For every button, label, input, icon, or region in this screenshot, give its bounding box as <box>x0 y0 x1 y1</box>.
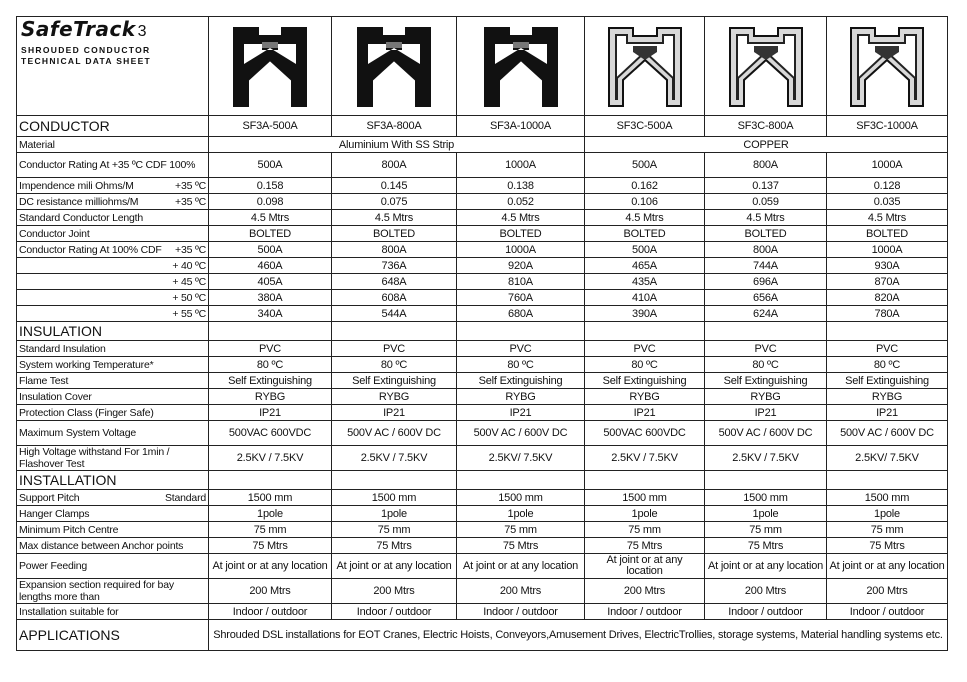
table-cell: 0.075 <box>332 194 457 210</box>
row-label: Standard Insulation <box>17 341 209 357</box>
empty-cell <box>827 322 948 341</box>
table-cell: 648A <box>332 274 457 290</box>
table-cell: Self Extinguishing <box>585 373 705 389</box>
table-cell: 0.162 <box>585 178 705 194</box>
table-cell: 1500 mm <box>332 490 457 506</box>
model-label: SF3A-500A <box>209 116 332 137</box>
row-label-condition: Standard <box>164 491 206 504</box>
row-label <box>17 290 209 306</box>
table-cell: 340A <box>209 306 332 322</box>
table-cell: Self Extinguishing <box>332 373 457 389</box>
table-cell: 500A <box>209 153 332 178</box>
table-cell: RYBG <box>705 389 827 405</box>
table-row <box>17 258 948 274</box>
profile-image-cell <box>585 17 705 116</box>
table-row <box>17 538 948 554</box>
table-cell: At joint or at any location <box>585 554 705 579</box>
table-cell: 75 mm <box>827 522 948 538</box>
table-cell: 465A <box>585 258 705 274</box>
table-cell: 80 ºC <box>827 357 948 373</box>
table-row <box>17 522 948 538</box>
table-cell: 2.5KV/ 7.5KV <box>827 446 948 471</box>
table-row <box>17 341 948 357</box>
table-cell: 920A <box>457 258 585 274</box>
table-cell: 460A <box>209 258 332 274</box>
table-cell: PVC <box>332 341 457 357</box>
table-cell: 608A <box>332 290 457 306</box>
table-cell: 500VAC 600VDC <box>585 421 705 446</box>
header-row <box>17 17 948 116</box>
row-label: Insulation Cover <box>17 389 209 405</box>
table-row <box>17 579 948 604</box>
brand-cell <box>17 17 209 116</box>
table-cell: 800A <box>705 242 827 258</box>
table-cell: 1pole <box>827 506 948 522</box>
table-row <box>17 242 948 258</box>
profile-image-cell <box>457 17 585 116</box>
section-insulation: INSULATION <box>17 322 209 341</box>
row-label: Power Feeding <box>17 554 209 579</box>
table-row <box>17 446 948 471</box>
table-cell: 75 Mtrs <box>585 538 705 554</box>
table-row <box>17 389 948 405</box>
table-cell: 75 mm <box>209 522 332 538</box>
table-cell: 80 ºC <box>457 357 585 373</box>
empty-cell <box>332 322 457 341</box>
empty-cell <box>457 471 585 490</box>
table-cell: RYBG <box>332 389 457 405</box>
table-cell: 0.137 <box>705 178 827 194</box>
table-cell: IP21 <box>827 405 948 421</box>
table-cell: 544A <box>332 306 457 322</box>
model-label: SF3A-1000A <box>457 116 585 137</box>
row-label-condition: + 40 ºC <box>172 259 206 272</box>
row-label: Expansion section required for bay lengths more than <box>17 579 209 604</box>
row-label: Maximum System Voltage <box>17 421 209 446</box>
table-cell: At joint or at any location <box>827 554 948 579</box>
table-cell: 200 Mtrs <box>827 579 948 604</box>
table-cell: 200 Mtrs <box>209 579 332 604</box>
empty-cell <box>705 322 827 341</box>
table-cell: 800A <box>332 242 457 258</box>
table-cell: 1pole <box>585 506 705 522</box>
table-cell: 1500 mm <box>705 490 827 506</box>
section-header-row <box>17 322 948 341</box>
material-aluminium: Aluminium With SS Strip <box>209 137 585 153</box>
row-label: Max distance between Anchor points <box>17 538 209 554</box>
table-cell: 1pole <box>705 506 827 522</box>
row-label <box>17 178 209 194</box>
table-cell: 4.5 Mtrs <box>457 210 585 226</box>
table-cell: 1000A <box>827 153 948 178</box>
table-cell: 4.5 Mtrs <box>705 210 827 226</box>
row-label-condition: + 45 ºC <box>172 275 206 288</box>
table-cell: 80 ºC <box>585 357 705 373</box>
row-label-condition: + 50 ºC <box>172 291 206 304</box>
table-cell: 820A <box>827 290 948 306</box>
table-cell: 380A <box>209 290 332 306</box>
table-cell: At joint or at any location <box>457 554 585 579</box>
table-cell: IP21 <box>457 405 585 421</box>
table-cell: BOLTED <box>457 226 585 242</box>
table-cell: BOLTED <box>585 226 705 242</box>
table-cell: 75 Mtrs <box>827 538 948 554</box>
table-cell: 80 ºC <box>209 357 332 373</box>
table-cell: 4.5 Mtrs <box>585 210 705 226</box>
row-label: Material <box>17 137 209 153</box>
section-installation: INSTALLATION <box>17 471 209 490</box>
table-cell: 200 Mtrs <box>705 579 827 604</box>
table-cell: Self Extinguishing <box>705 373 827 389</box>
empty-cell <box>209 471 332 490</box>
row-label-condition: +35 ºC <box>175 179 206 192</box>
material-row <box>17 137 948 153</box>
table-cell: 0.059 <box>705 194 827 210</box>
table-cell: 1pole <box>332 506 457 522</box>
table-cell: 1500 mm <box>209 490 332 506</box>
data-table <box>16 16 948 651</box>
table-cell: 2.5KV / 7.5KV <box>585 446 705 471</box>
row-label <box>17 242 209 258</box>
row-label: Installation suitable for <box>17 604 209 620</box>
table-cell: 656A <box>705 290 827 306</box>
table-cell: 75 Mtrs <box>332 538 457 554</box>
model-label: SF3C-1000A <box>827 116 948 137</box>
table-cell: BOLTED <box>209 226 332 242</box>
empty-cell <box>457 322 585 341</box>
technical-data-sheet <box>16 16 948 651</box>
empty-cell <box>585 471 705 490</box>
model-label: SF3C-800A <box>705 116 827 137</box>
h-rail-aluminium-profile-icon <box>332 20 456 112</box>
table-cell: 75 mm <box>457 522 585 538</box>
table-row <box>17 274 948 290</box>
table-cell: 2.5KV / 7.5KV <box>332 446 457 471</box>
table-cell: 500VAC 600VDC <box>209 421 332 446</box>
table-cell: 0.106 <box>585 194 705 210</box>
section-header-row <box>17 471 948 490</box>
table-cell: 1500 mm <box>827 490 948 506</box>
h-rail-copper-profile-icon <box>585 20 704 112</box>
section-applications: APPLICATIONS <box>17 620 209 651</box>
table-row <box>17 194 948 210</box>
table-cell: PVC <box>705 341 827 357</box>
row-label-text: Impendence mili Ohms/M <box>19 179 134 192</box>
table-cell: 1000A <box>457 153 585 178</box>
section-conductor: CONDUCTOR <box>17 116 209 137</box>
table-cell: Self Extinguishing <box>827 373 948 389</box>
table-cell: 2.5KV/ 7.5KV <box>457 446 585 471</box>
table-cell: 75 Mtrs <box>705 538 827 554</box>
table-cell: 500V AC / 600V DC <box>705 421 827 446</box>
applications-row <box>17 620 948 651</box>
table-cell: 75 Mtrs <box>457 538 585 554</box>
h-rail-copper-profile-icon <box>705 20 826 112</box>
table-cell: 4.5 Mtrs <box>209 210 332 226</box>
table-cell: IP21 <box>705 405 827 421</box>
row-label-text: Conductor Rating At 100% CDF <box>19 243 162 256</box>
table-cell: 744A <box>705 258 827 274</box>
table-cell: 780A <box>827 306 948 322</box>
table-row <box>17 604 948 620</box>
applications-text: Shrouded DSL installations for EOT Cranes, Electric Hoists, Conveyors,Amusement Drives, ElectricTrollies, storage systems, Material handling systems etc. <box>209 620 948 651</box>
table-cell: 200 Mtrs <box>585 579 705 604</box>
table-row <box>17 306 948 322</box>
table-cell: 696A <box>705 274 827 290</box>
row-label: Protection Class (Finger Safe) <box>17 405 209 421</box>
row-label: Hanger Clamps <box>17 506 209 522</box>
row-label: High Voltage withstand For 1min / Flashover Test <box>17 446 209 471</box>
table-cell: 1pole <box>457 506 585 522</box>
table-cell: 500A <box>209 242 332 258</box>
row-label-text: Support Pitch <box>19 491 80 504</box>
table-cell: 930A <box>827 258 948 274</box>
table-cell: 500V AC / 600V DC <box>457 421 585 446</box>
row-label-condition: + 55 ºC <box>172 307 206 320</box>
table-cell: 2.5KV / 7.5KV <box>209 446 332 471</box>
empty-cell <box>332 471 457 490</box>
table-row <box>17 178 948 194</box>
table-cell: Indoor / outdoor <box>332 604 457 620</box>
table-cell: 4.5 Mtrs <box>827 210 948 226</box>
brand-logo: SafeTrack <box>21 17 136 41</box>
empty-cell <box>585 322 705 341</box>
table-cell: Indoor / outdoor <box>457 604 585 620</box>
row-label <box>17 194 209 210</box>
table-cell: 1000A <box>827 242 948 258</box>
table-cell: 500V AC / 600V DC <box>332 421 457 446</box>
profile-image-cell <box>332 17 457 116</box>
table-cell: 500V AC / 600V DC <box>827 421 948 446</box>
brand-subtitle: SHROUDED CONDUCTOR TECHNICAL DATA SHEET <box>21 45 152 66</box>
conductor-model-row <box>17 116 948 137</box>
table-cell: RYBG <box>585 389 705 405</box>
table-cell: 4.5 Mtrs <box>332 210 457 226</box>
profile-image-cell <box>827 17 948 116</box>
row-label <box>17 258 209 274</box>
table-cell: 200 Mtrs <box>457 579 585 604</box>
table-row <box>17 290 948 306</box>
table-cell: 0.145 <box>332 178 457 194</box>
row-label: Flame Test <box>17 373 209 389</box>
table-cell: 200 Mtrs <box>332 579 457 604</box>
table-cell: PVC <box>827 341 948 357</box>
empty-cell <box>827 471 948 490</box>
table-cell: 1500 mm <box>457 490 585 506</box>
table-cell: 500A <box>585 153 705 178</box>
table-cell: Self Extinguishing <box>457 373 585 389</box>
table-cell: 760A <box>457 290 585 306</box>
table-cell: 0.098 <box>209 194 332 210</box>
row-label-text: DC resistance milliohms/M <box>19 195 139 208</box>
row-label: Standard Conductor Length <box>17 210 209 226</box>
table-cell: Self Extinguishing <box>209 373 332 389</box>
table-row <box>17 490 948 506</box>
table-cell: Indoor / outdoor <box>209 604 332 620</box>
brand-block <box>17 17 208 67</box>
model-label: SF3A-800A <box>332 116 457 137</box>
table-row <box>17 373 948 389</box>
table-row <box>17 210 948 226</box>
table-cell: Indoor / outdoor <box>705 604 827 620</box>
table-cell: IP21 <box>332 405 457 421</box>
table-cell: BOLTED <box>827 226 948 242</box>
table-cell: PVC <box>209 341 332 357</box>
table-cell: 0.035 <box>827 194 948 210</box>
table-cell: PVC <box>585 341 705 357</box>
table-row <box>17 153 948 178</box>
row-label-condition: +35 ºC <box>175 243 206 256</box>
brand-number: 3 <box>137 23 147 40</box>
table-cell: 736A <box>332 258 457 274</box>
table-cell: 624A <box>705 306 827 322</box>
empty-cell <box>705 471 827 490</box>
row-label-condition: +35 ºC <box>175 195 206 208</box>
row-label <box>17 490 209 506</box>
table-cell: 80 ºC <box>705 357 827 373</box>
table-cell: 810A <box>457 274 585 290</box>
h-rail-aluminium-profile-icon <box>457 20 584 112</box>
model-label: SF3C-500A <box>585 116 705 137</box>
table-cell: 800A <box>332 153 457 178</box>
row-label: Conductor Rating At +35 ºC CDF 100% <box>17 153 209 178</box>
table-cell: 410A <box>585 290 705 306</box>
table-row <box>17 405 948 421</box>
table-cell: PVC <box>457 341 585 357</box>
table-cell: 1pole <box>209 506 332 522</box>
table-cell: 1500 mm <box>585 490 705 506</box>
table-cell: 75 mm <box>332 522 457 538</box>
table-cell: At joint or at any location <box>705 554 827 579</box>
table-cell: 2.5KV / 7.5KV <box>705 446 827 471</box>
table-cell: 0.052 <box>457 194 585 210</box>
table-cell: BOLTED <box>332 226 457 242</box>
profile-image-cell <box>705 17 827 116</box>
table-cell: IP21 <box>585 405 705 421</box>
table-cell: 680A <box>457 306 585 322</box>
table-cell: RYBG <box>827 389 948 405</box>
table-row <box>17 506 948 522</box>
h-rail-copper-profile-icon <box>827 20 947 112</box>
table-cell: Indoor / outdoor <box>585 604 705 620</box>
table-cell: BOLTED <box>705 226 827 242</box>
table-cell: 0.158 <box>209 178 332 194</box>
table-cell: 0.138 <box>457 178 585 194</box>
row-label: Conductor Joint <box>17 226 209 242</box>
h-rail-aluminium-profile-icon <box>209 20 331 112</box>
row-label <box>17 306 209 322</box>
table-cell: 75 mm <box>585 522 705 538</box>
table-cell: RYBG <box>457 389 585 405</box>
table-cell: 0.128 <box>827 178 948 194</box>
table-row <box>17 554 948 579</box>
table-cell: 500A <box>585 242 705 258</box>
table-cell: Indoor / outdoor <box>827 604 948 620</box>
material-copper: COPPER <box>585 137 948 153</box>
table-cell: 75 Mtrs <box>209 538 332 554</box>
table-cell: 390A <box>585 306 705 322</box>
table-cell: 435A <box>585 274 705 290</box>
table-cell: 1000A <box>457 242 585 258</box>
profile-image-cell <box>209 17 332 116</box>
table-cell: 870A <box>827 274 948 290</box>
table-row <box>17 421 948 446</box>
table-row <box>17 357 948 373</box>
table-cell: At joint or at any location <box>209 554 332 579</box>
table-cell: 800A <box>705 153 827 178</box>
row-label <box>17 274 209 290</box>
row-label: Minimum Pitch Centre <box>17 522 209 538</box>
table-row <box>17 226 948 242</box>
table-cell: 405A <box>209 274 332 290</box>
table-cell: IP21 <box>209 405 332 421</box>
empty-cell <box>209 322 332 341</box>
table-cell: At joint or at any location <box>332 554 457 579</box>
row-label: System working Temperature* <box>17 357 209 373</box>
table-cell: 80 ºC <box>332 357 457 373</box>
table-cell: RYBG <box>209 389 332 405</box>
table-cell: 75 mm <box>705 522 827 538</box>
